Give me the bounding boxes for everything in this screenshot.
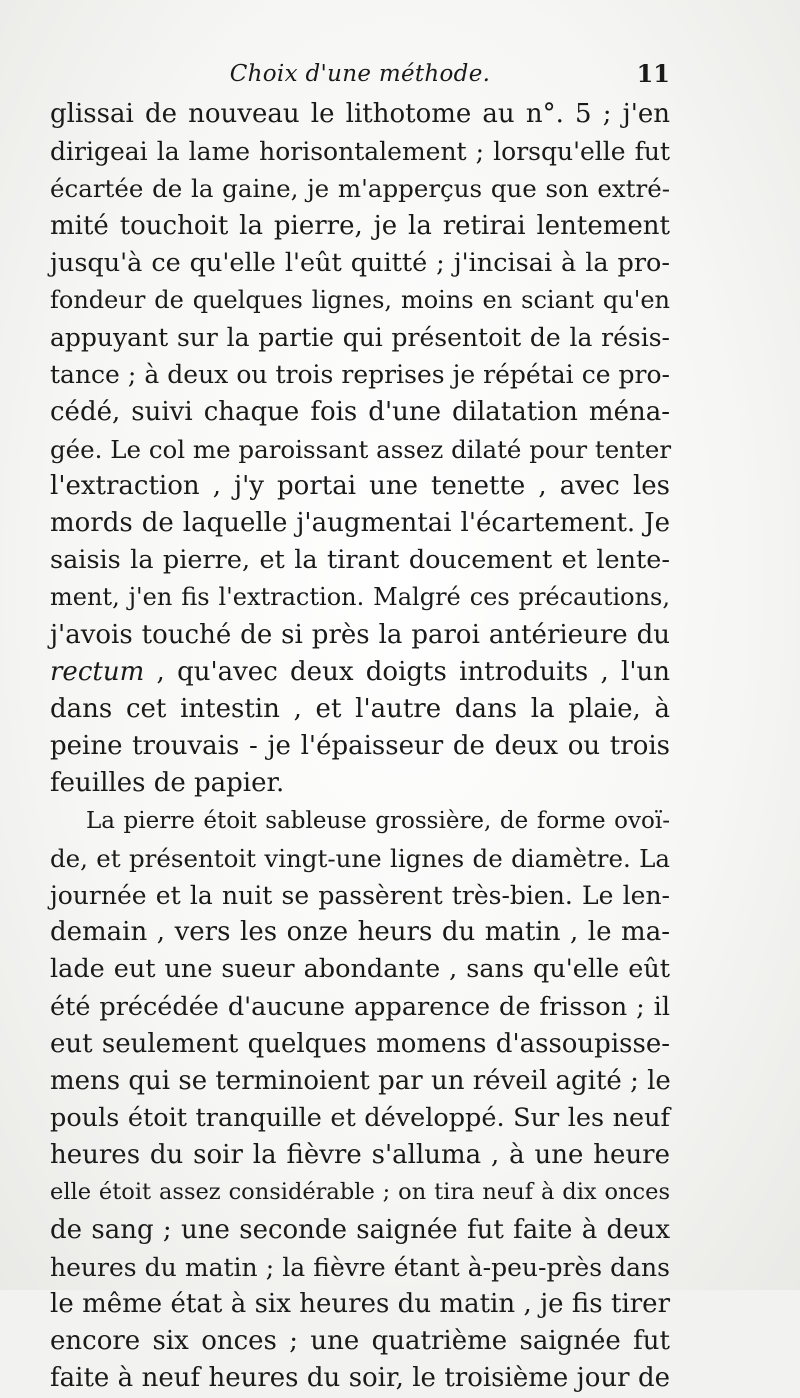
text-line: eut seulement quelques momens d'assoupisse- xyxy=(50,1028,670,1059)
text-line: de sang ; une seconde saignée fut faite à deux xyxy=(50,1214,670,1245)
text-line: encore six onces ; une quatrième saignée fut xyxy=(50,1326,670,1357)
text-line: dirigeai la lame horisontalement ; lorsqu'elle fut xyxy=(50,137,670,167)
text-line: faite à neuf heures du soir, le troisième jour de xyxy=(50,1363,670,1394)
text-line: journée et la nuit se passèrent très-bien. Le len- xyxy=(50,880,670,910)
text-line: de, et présentoit vingt-une lignes de diamètre. La xyxy=(50,843,670,873)
text-line: dans cet intestin , et l'autre dans la plaie, à xyxy=(50,694,670,724)
text-line: cédé, suivi chaque fois d'une dilatation ména- xyxy=(50,396,670,427)
text-line: La pierre étoit sableuse grossière, de forme ovoï- xyxy=(86,807,670,834)
page-number: 11 xyxy=(636,59,670,88)
page-header xyxy=(50,56,670,92)
text-line: jusqu'à ce qu'elle l'eût quitté ; j'incisai à la pro- xyxy=(50,247,670,278)
text-line: gée. Le col me paroissant assez dilaté pour tenter xyxy=(50,434,672,464)
text-line: fondeur de quelques lignes, moins en sciant qu'en xyxy=(50,285,670,314)
running-title: Choix d'une méthode. xyxy=(229,61,491,87)
text-line-post: , qu'avec deux doigts introduits , l'un xyxy=(144,656,670,687)
text-line: saisis la pierre, et la tirant doucement et lente- xyxy=(50,545,670,576)
text-line-rectum xyxy=(50,654,670,691)
text-line: feuilles de papier. xyxy=(50,768,285,799)
text-line: elle étoit assez considérable ; on tira neuf à dix onces xyxy=(50,1179,670,1206)
text-line: le même état à six heures du matin , je fis tirer xyxy=(50,1289,670,1319)
paragraph-2 xyxy=(50,803,670,1398)
text-line: heures du soir la fièvre s'alluma , à une heure xyxy=(50,1140,670,1171)
text-line: l'extraction , j'y portai une tenette , avec les xyxy=(50,470,670,501)
italic-word-rectum: rectum xyxy=(50,656,145,687)
text-line: mens qui se terminoient par un réveil agité ; le xyxy=(50,1065,671,1096)
text-line: été précédée d'aucune apparence de frisson ; il xyxy=(50,991,670,1022)
text-line: peine trouvais - je l'épaisseur de deux ou trois xyxy=(50,731,670,762)
text-line: lade eut une sueur abondante , sans qu'elle eût xyxy=(50,954,670,985)
text-line: glissai de nouveau le lithotome au n°. 5 ; j'en xyxy=(50,99,670,129)
text-line: mité touchoit la pierre, je la retirai lentement xyxy=(50,210,670,241)
text-line: ment, j'en fis l'extraction. Malgré ces précautions, xyxy=(50,583,670,612)
text-line: j'avois touché de si près la paroi antérieure du xyxy=(50,619,670,650)
text-line: appuyant sur la partie qui présentoit de la résis- xyxy=(50,323,670,353)
body-text xyxy=(50,96,670,1398)
text-line: écartée de la gaine, je m'apperçus que son extré- xyxy=(50,174,670,204)
text-line: tance ; à deux ou trois reprises je répétai ce pro- xyxy=(50,360,670,390)
text-line: heures du matin ; la fièvre étant à-peu-près dans xyxy=(50,1252,670,1282)
paragraph-1 xyxy=(50,96,670,803)
text-line: pouls étoit tranquille et développé. Sur les neuf xyxy=(50,1103,670,1134)
text-line: demain , vers les onze heurs du matin , le ma- xyxy=(50,917,670,948)
text-line: mords de laquelle j'augmentai l'écartement. Je xyxy=(50,508,670,539)
